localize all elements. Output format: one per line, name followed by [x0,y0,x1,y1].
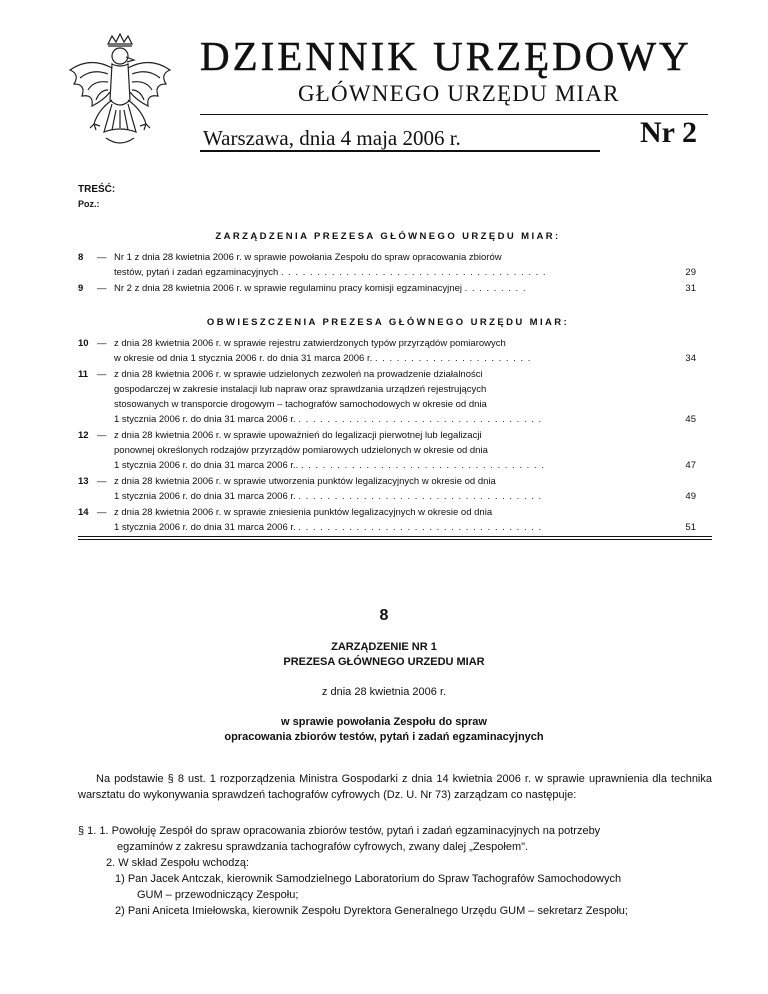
toc-entry-page: 31 [685,283,696,294]
toc-entry-number: 11 [78,369,89,380]
toc-section-heading: OBWIESZCZENIA PREZESA GŁÓWNEGO URZĘDU MIAR: [206,317,570,328]
list-item: GUM – przewodniczący Zespołu; [137,889,299,901]
toc-entry-page: 51 [685,522,696,533]
toc-entry-number: 8 [78,252,84,263]
toc-entry-number: 9 [78,283,84,294]
toc-entry-page: 29 [685,267,696,278]
issue-dateline: Warszawa, dnia 4 maja 2006 r. [203,126,461,150]
list-item: 2) Pani Aniceta Imiełowska, kierownik Zespołu Dyrektora Generalnego Urzędu GUM – sekretarz Zespołu; [115,905,628,917]
toc-label: TREŚĆ: [78,184,116,195]
toc-entry-page: 49 [685,491,696,502]
masthead-rule [200,114,708,115]
toc-entry-title: Nr 2 z dnia 28 kwietnia 2006 r. w sprawie regulaminu pracy komisji egzaminacyjnej . . . . . . . . . [114,283,527,294]
act-paragraph-line: 2. W skład Zespołu wchodzą: [106,857,250,869]
journal-subtitle: GŁÓWNEGO URZĘDU MIAR [298,81,620,106]
act-paragraph-1 [78,823,712,919]
toc-entry-title: Nr 1 z dnia 28 kwietnia 2006 r. w sprawie powołania Zespołu do spraw opracowania zbiorów testów, pytań i zadań egzaminacyjnych . . . . . . . . . . . . . . . . . . . . . . . . . . . . . . . . . . . . . [114,252,547,278]
toc-section-heading: ZARZĄDZENIA PREZESA GŁÓWNEGO URZĘDU MIAR: [215,231,561,242]
toc-entry-page: 45 [685,414,696,425]
toc-entry-title: z dnia 28 kwietnia 2006 r. w sprawie rejestru zatwierdzonych typów przyrządów pomiarowych w okresie od dnia 1 stycznia 2006 r. do dnia 31 marca 2006 r. . . . . . . . . . . . . . . . . . . . . . . [114,338,532,364]
issue-number: Nr 2 [640,116,697,149]
list-item: 1) Pan Jacek Antczak, kierownik Samodzielnego Laboratorium do Spraw Tachografów Samochodowych [115,873,622,885]
act-paragraph-line: § 1. 1. Powołuję Zespół do spraw opracowania zbiorów testów, pytań i zadań egzaminacyjnych na potrzeby [78,825,601,837]
toc-position-label: Poz.: [78,199,100,209]
toc-divider [78,536,712,537]
toc-entry-title: z dnia 28 kwietnia 2006 r. w sprawie upoważnień do legalizacji pierwotnej lub legalizacji ponownej określonych rodzajów przyrządów pomiarowych udzielonych w okresie od dnia 1 stycznia 2006 r. do dnia 31 marca 2006 r.. . . . . . . . . . . . . . . . . . . . . . . . . . . . . . . . . . . [114,430,545,471]
act-paragraph-line: egzaminów z zakresu sprawdzania tachografów cyfrowych, zwany dalej „Zespołem". [117,841,529,853]
toc-divider [78,539,712,540]
act-subject: opracowania zbiorów testów, pytań i zadań egzaminacyjnych [224,731,544,743]
act-position-number: 8 [379,607,389,624]
act-subject: w sprawie powołania Zespołu do spraw [281,716,487,728]
dateline-rule [200,150,600,152]
polish-eagle-emblem-icon [60,30,180,165]
act-title: ZARZĄDZENIE NR 1 [331,641,437,653]
toc-entry-number: 12 [78,430,89,441]
toc-entry-number: 14 [78,507,89,518]
toc-entry-number: 10 [78,338,89,349]
toc-entry-page: 34 [685,353,696,364]
act-preamble: Na podstawie § 8 ust. 1 rozporządzenia Ministra Gospodarki z dnia 14 kwietnia 2006 r. w sprawie uprawnienia dla technika warsztatu do wykonywania sprawdzeń tachografów cyfrowych (Dz. U. Nr 73) zarządzam co następuje: [78,773,712,801]
act-issuer: PREZESA GŁÓWNEGO URZEDU MIAR [283,656,485,668]
toc-entry-title: z dnia 28 kwietnia 2006 r. w sprawie udzielonych zezwoleń na prowadzenie działalności gospodarczej w zakresie instalacji lub napraw oraz sprawdzania urządzeń rejestrujących stosowanych w transporcie drogowym – tachografów samochodowych w okresie od dnia 1 stycznia 2006 r. do dnia 31 marca 2006 r. . . . . . . . . . . . . . . . . . . . . . . . . . . . . . . . . . . [114,369,543,425]
act-date: z dnia 28 kwietnia 2006 r. [321,686,447,698]
toc-entry-number: 13 [78,476,89,487]
toc-entry-title: z dnia 28 kwietnia 2006 r. w sprawie utworzenia punktów legalizacyjnych w okresie od dnia 1 stycznia 2006 r. do dnia 31 marca 2006 r. . . . . . . . . . . . . . . . . . . . . . . . . . . . . . . . . . . [114,476,543,502]
toc-entry-title: z dnia 28 kwietnia 2006 r. w sprawie zniesienia punktów legalizacyjnych w okresie od dnia 1 stycznia 2006 r. do dnia 31 marca 2006 r. . . . . . . . . . . . . . . . . . . . . . . . . . . . . . . . . . . [114,507,543,533]
toc-entry-page: 47 [685,460,696,471]
journal-title: DZIENNIK URZĘDOWY [200,33,692,79]
